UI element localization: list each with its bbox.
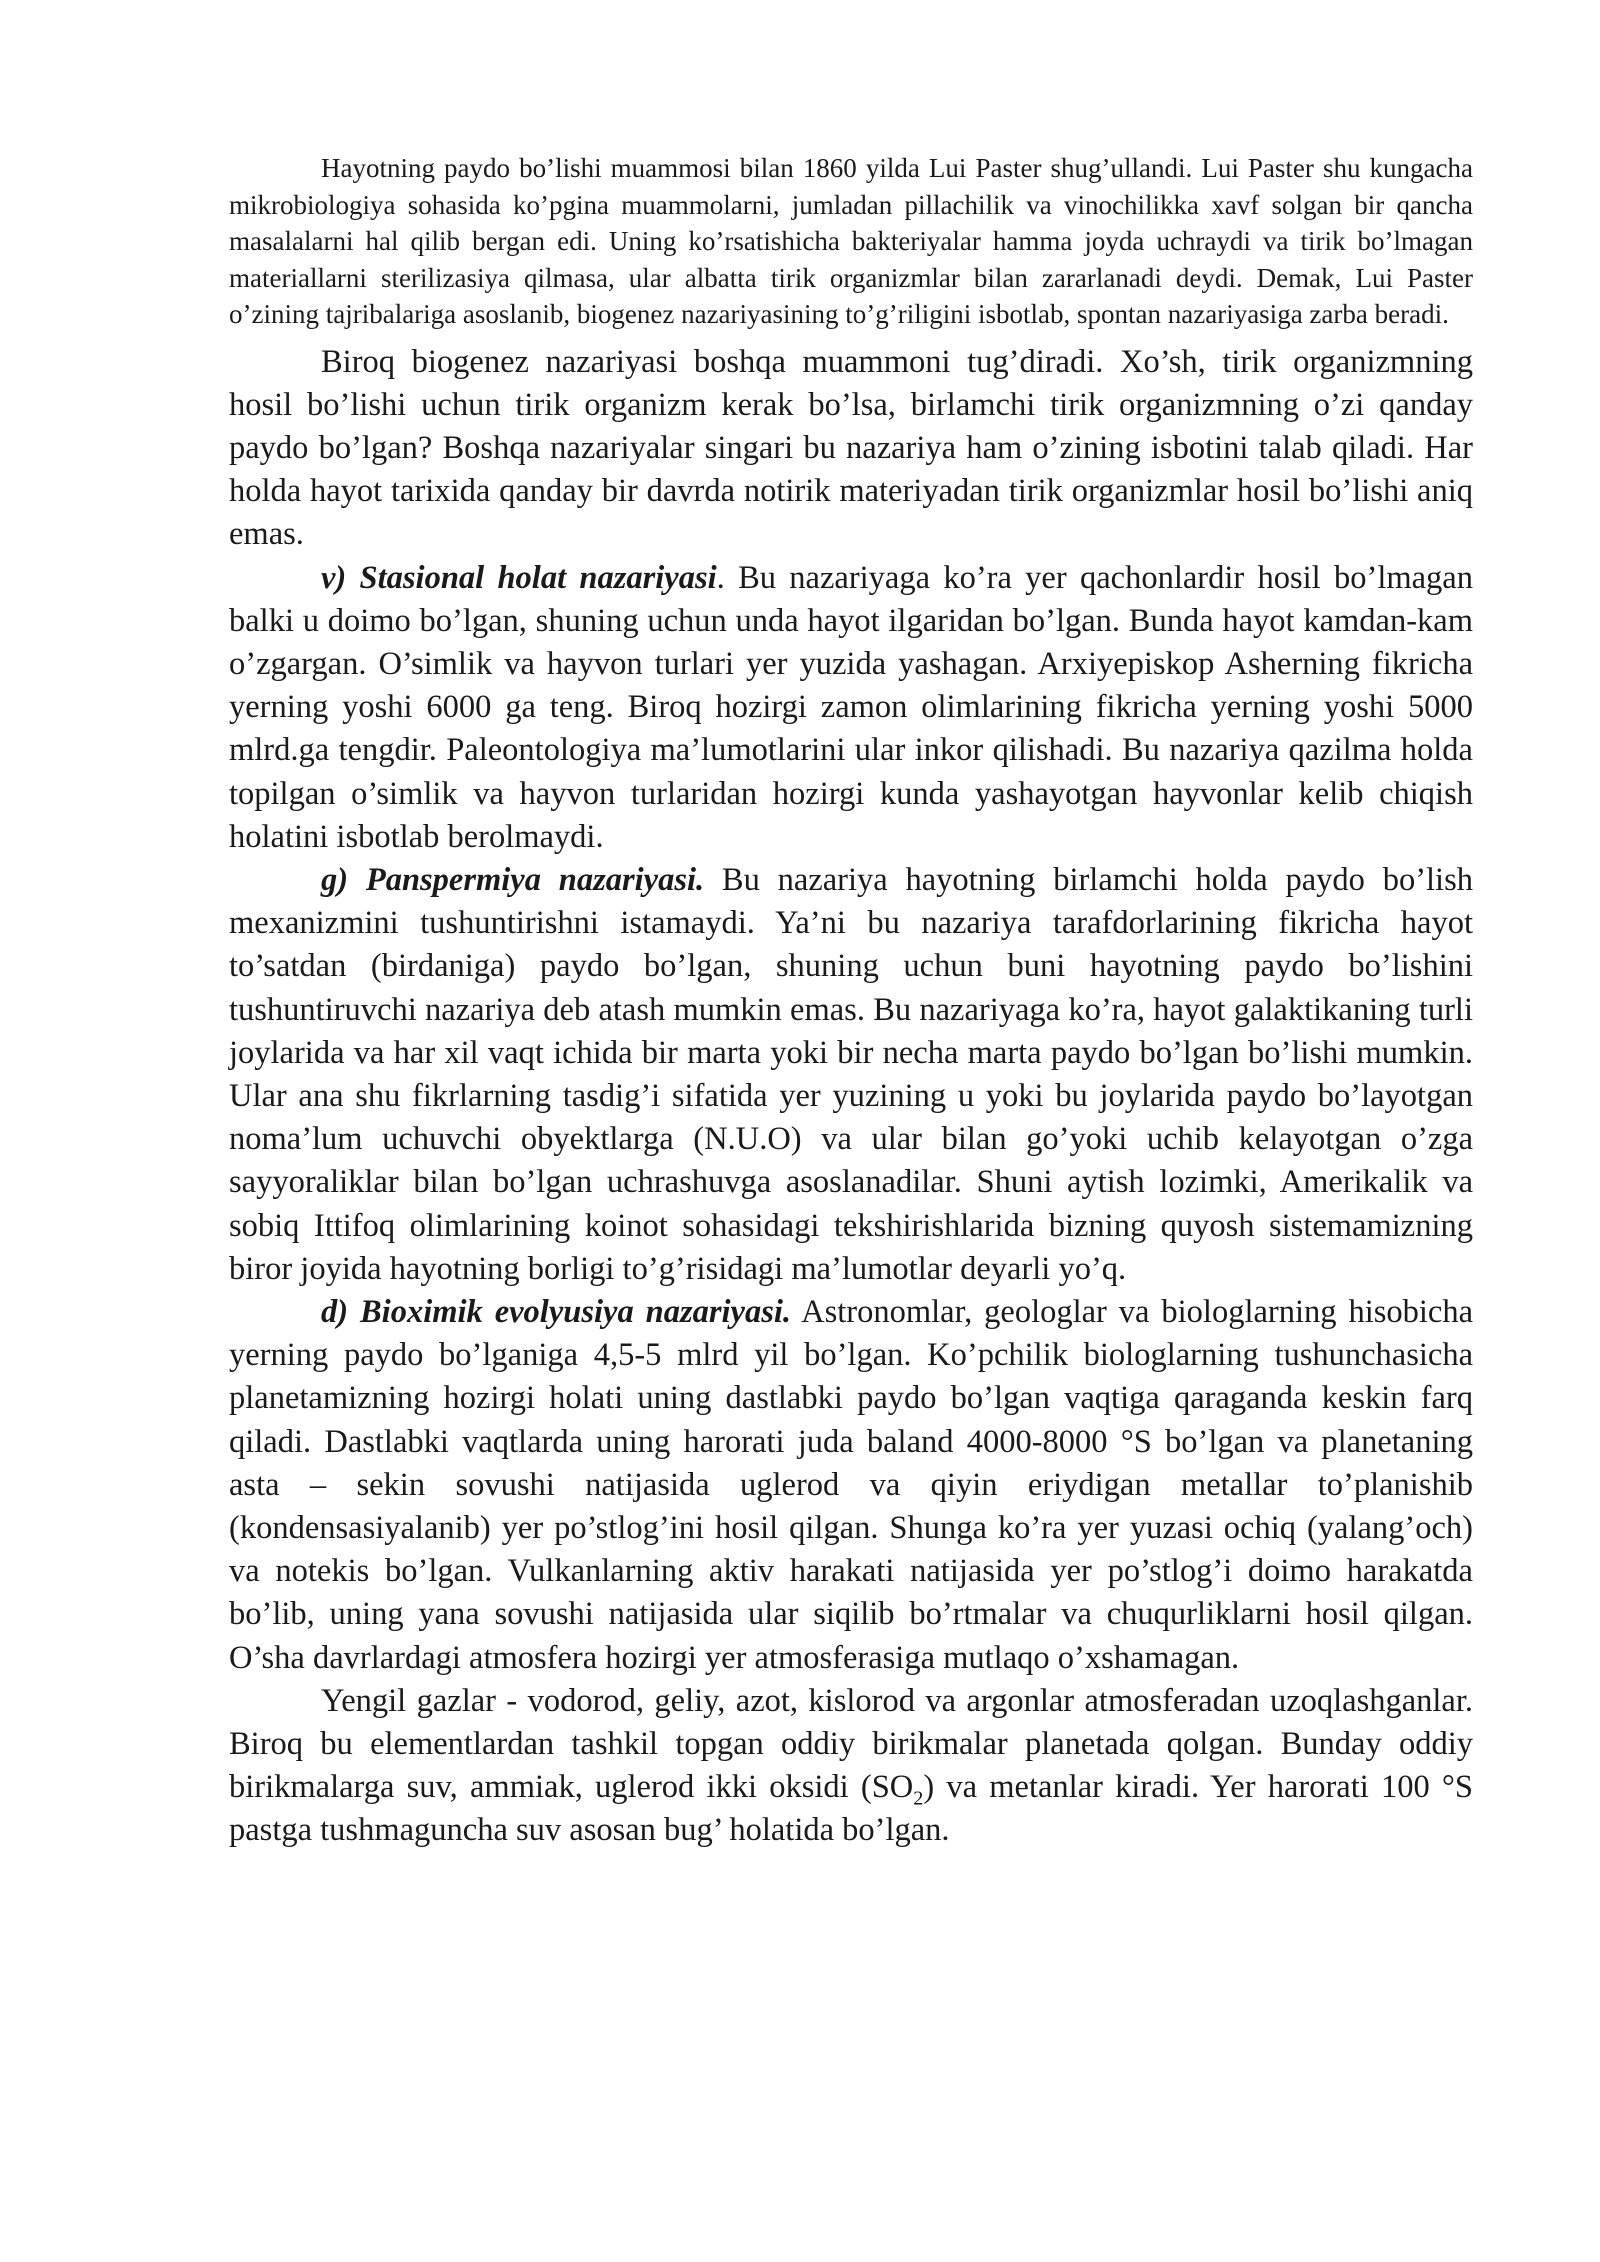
- section-heading-stasional: v) Stasional holat nazariyasi: [321, 559, 717, 596]
- paragraph-text: Hayotning paydo bo’lishi muammosi bilan 1860 yilda Lui Paster shug’ullandi. Lui Paster shu kungacha mikrobiologiya sohasida ko’pgina muammolarni, jumladan pillachilik va vinochilikka xavf solgan bir qancha masalalarni hal qilib bergan edi. Uning ko’rsatishicha bakteriyalar hamma joyda uchraydi va tirik bo’lmagan materiallarni sterilizasiya qilmasa, ular albatta tirik organizmlar bilan zararlanadi deydi. Demak, Lui Paster o’zining tajribalariga asoslanib, biogenez nazariyasining to’g’riligini isbotlab, spontan nazariyasiga zarba beradi.: [229, 153, 1473, 329]
- paragraph-text: . Bu nazariyaga ko’ra yer qachonlardir hosil bo’lmagan balki u doimo bo’lgan, shuning uchun unda hayot ilgaridan bo’lgan. Bunda hayot kamdan-kam o’zgargan. O’simlik va hayvon turlari yer yuzida yashagan. Arxiyepiskop Asherning fikricha yerning yoshi 6000 ga teng. Biroq hozirgi zamon olimlarining fikricha yerning yoshi 5000 mlrd.ga tengdir. Paleontologiya ma’lumotlarini ular inkor qilishadi. Bu nazariya qazilma holda topilgan o’simlik va hayvon turlaridan hozirgi kunda yashayotgan hayvonlar kelib chiqish holatini isbotlab berolmaydi.: [229, 559, 1473, 855]
- section-heading-bioximik: d) Bioximik evolyusiya nazariyasi.: [321, 1293, 791, 1330]
- subscript-2: 2: [913, 1787, 924, 1810]
- paragraph-lui-paster: [229, 150, 1473, 333]
- paragraph-text: Bu nazariya hayotning birlamchi holda paydo bo’lish mexanizmini tushuntirishni istamaydi. Ya’ni bu nazariya tarafdorlarining fikricha hayot to’satdan (birdaniga) paydo bo’lgan, shuning uchun buni hayotning paydo bo’lishini tushuntiruvchi nazariya deb atash mumkin emas. Bu nazariyaga ko’ra, hayot galaktikaning turli joylarida va har xil vaqt ichida bir marta yoki bir necha marta paydo bo’lgan bo’lishi mumkin. Ular ana shu fikrlarning tasdig’i sifatida yer yuzining u yoki bu joylarida paydo bo’layotgan noma’lum uchuvchi obyektlarga (N.U.O) va ular bilan go’yoki uchib kelayotgan o’zga sayyoraliklar bilan bo’lgan uchrashuvga asoslanadilar. Shuni aytish lozimki, Amerikalik va sobiq Ittifoq olimlarining koinot sohasidagi tekshirishlarida bizning quyosh sistemamizning biror joyida hayotning borligi to’g’risidagi ma’lumotlar deyarli yo’q.: [229, 861, 1473, 1287]
- paragraph-biogenez: [229, 341, 1473, 557]
- paragraph-text: Biroq biogenez nazariyasi boshqa muammoni tug’diradi. Xo’sh, tirik organizmning hosil bo’lishi uchun tirik organizm kerak bo’lsa, birlamchi tirik organizmning o’zi qanday paydo bo’lgan? Boshqa nazariyalar singari bu nazariya ham o’zining isbotini talab qiladi. Har holda hayot tarixida qanday bir davrda notirik materiyadan tirik organizmlar hosil bo’lishi aniq emas.: [229, 343, 1473, 553]
- paragraph-yengil-gazlar: [229, 1680, 1473, 1853]
- paragraph-text-after: ) va metanlar kiradi. Yer harorati 100 °S pastga tushmaguncha suv asosan bug’ holatida bo’lgan.: [229, 1769, 1473, 1849]
- paragraph-bioximik-evolyusiya: [229, 1291, 1473, 1680]
- paragraph-text-before: Yengil gazlar - vodorod, geliy, azot, kislorod va argonlar atmosferadan uzoqlashganlar. Biroq bu elementlardan tashkil topgan oddiy birikmalar planetada qolgan. Bunday oddiy birikmalarga suv, ammiak, uglerod ikki oksidi (SO: [229, 1682, 1473, 1806]
- paragraph-panspermiya: [229, 859, 1473, 1291]
- document-page: [229, 150, 1473, 1853]
- paragraph-text: Astronomlar, geologlar va biologlarning hisobicha yerning paydo bo’lganiga 4,5-5 mlrd yil bo’lgan. Ko’pchilik biologlarning tushunchasicha planetamizning hozirgi holati uning dastlabki paydo bo’lgan vaqtiga qaraganda keskin farq qiladi. Dastlabki vaqtlarda uning harorati juda baland 4000-8000 °S bo’lgan va planetaning asta – sekin sovushi natijasida uglerod va qiyin eriydigan metallar to’planishib (kondensasiyalanib) yer po’stlog’ini hosil qilgan. Shunga ko’ra yer yuzasi ochiq (yalang’och) va notekis bo’lgan. Vulkanlarning aktiv harakati natijasida yer po’stlog’i doimo harakatda bo’lib, uning yana sovushi natijasida ular siqilib bo’rtmalar va chuqurliklarni hosil qilgan. O’sha davrlardagi atmosfera hozirgi yer atmosferasiga mutlaqo o’xshamagan.: [229, 1293, 1473, 1676]
- paragraph-stasional-holat: [229, 557, 1473, 859]
- section-heading-panspermiya: g) Panspermiya nazariyasi.: [321, 861, 705, 898]
